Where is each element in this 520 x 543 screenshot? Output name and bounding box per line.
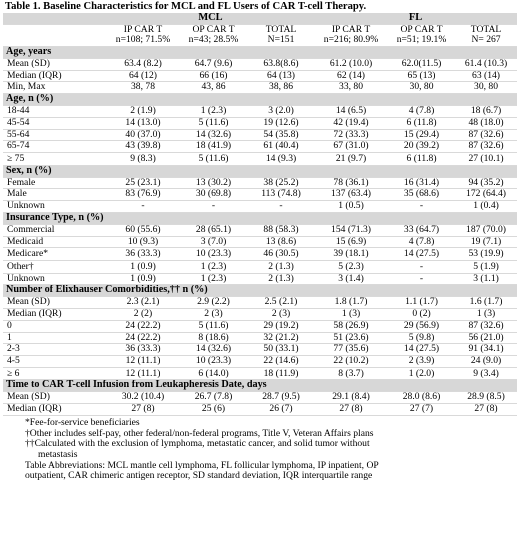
column-header-line1: OP CAR T <box>192 24 235 35</box>
table-cell: - <box>107 201 179 213</box>
table-cell: 38, 78 <box>107 82 179 94</box>
group-header-row <box>3 13 517 24</box>
table-cell: 54 (35.8) <box>248 129 314 141</box>
table-cell: 4 (7.8) <box>388 236 455 248</box>
table-cell: 87 (32.6) <box>455 320 517 332</box>
table-cell: 65 (13) <box>388 70 455 82</box>
row-label: Mean (SD) <box>3 297 107 309</box>
row-label: Female <box>3 177 107 189</box>
table-row <box>3 297 517 309</box>
row-label: Medicaid <box>3 236 107 248</box>
column-header-fl-op <box>388 24 455 46</box>
table-cell: 35 (68.6) <box>388 189 455 201</box>
group-header-blank <box>3 13 107 24</box>
table-row <box>3 189 517 201</box>
row-label: Other† <box>3 260 107 273</box>
row-label: 55-64 <box>3 129 107 141</box>
table-row <box>3 308 517 320</box>
table-cell: 56 (21.0) <box>455 332 517 344</box>
table-cell: 1 (2.0) <box>388 367 455 380</box>
table-row <box>3 404 517 416</box>
table-cell: 5 (11.6) <box>179 320 248 332</box>
table-cell: 14 (13.0) <box>107 117 179 129</box>
table-cell: 2.3 (2.1) <box>107 297 179 309</box>
row-label: Median (IQR) <box>3 404 107 416</box>
table-cell: 91 (34.1) <box>455 344 517 356</box>
table-cell: 2 (1.9) <box>107 105 179 117</box>
table-cell: 51 (23.6) <box>314 332 388 344</box>
table-cell: 88 (58.3) <box>248 224 314 236</box>
table-cell: 33 (64.7) <box>388 224 455 236</box>
table-row <box>3 82 517 94</box>
table-cell: 19 (12.6) <box>248 117 314 129</box>
footnote-line: ††Calculated with the exclusion of lymphoma, metastatic cancer, and solid tumor without <box>25 438 370 450</box>
table-cell: 25 (23.1) <box>107 177 179 189</box>
table-cell: 22 (14.6) <box>248 356 314 368</box>
table-cell: 13 (8.6) <box>248 236 314 248</box>
section-title: Number of Elixhauser Comorbidities,†† n (%) <box>3 285 517 297</box>
table-row <box>3 141 517 153</box>
baseline-characteristics-table <box>3 13 517 416</box>
table-cell: 27 (8) <box>314 404 388 416</box>
table-cell: 14 (32.6) <box>179 344 248 356</box>
table-cell: 64 (13) <box>248 70 314 82</box>
table-cell: 78 (36.1) <box>314 177 388 189</box>
table-cell: 28.7 (9.5) <box>248 392 314 404</box>
table-cell: 14 (32.6) <box>179 129 248 141</box>
section-title: Time to CAR T-cell Infusion from Leukapheresis Date, days <box>3 380 517 392</box>
row-label: 4-5 <box>3 356 107 368</box>
table-cell: 27 (8) <box>455 404 517 416</box>
table-cell: 8 (18.6) <box>179 332 248 344</box>
section-header-row <box>3 94 517 106</box>
row-label: Mean (SD) <box>3 58 107 70</box>
column-header-line2: n=51; 19.1% <box>396 34 447 46</box>
section-header-row <box>3 380 517 392</box>
row-label: 2-3 <box>3 344 107 356</box>
table-cell: 36 (33.3) <box>107 344 179 356</box>
row-label: ≥ 75 <box>3 153 107 166</box>
table-cell: 36 (33.3) <box>107 248 179 261</box>
table-cell: 3 (1.4) <box>314 273 388 285</box>
table-row <box>3 70 517 82</box>
table-cell: 6 (11.8) <box>388 153 455 166</box>
table-cell: 28.9 (8.5) <box>455 392 517 404</box>
table-cell: 5 (11.6) <box>179 153 248 166</box>
table-row <box>3 367 517 380</box>
table-cell: 3 (2.0) <box>248 105 314 117</box>
table-cell: 2.5 (2.1) <box>248 297 314 309</box>
table-cell: 24 (9.0) <box>455 356 517 368</box>
table-cell: - <box>179 201 248 213</box>
group-header-mcl: MCL <box>107 13 314 24</box>
table-cell: 26.7 (7.8) <box>179 392 248 404</box>
row-label: 18-44 <box>3 105 107 117</box>
column-header-line2: n=43; 28.5% <box>188 34 239 46</box>
table-footnotes <box>3 416 517 482</box>
table-cell: 18 (11.9) <box>248 367 314 380</box>
table-cell: 19 (7.1) <box>455 236 517 248</box>
table-cell: 63.8(8.6) <box>248 58 314 70</box>
table-cell: 14 (9.3) <box>248 153 314 166</box>
table-cell: 1.6 (1.7) <box>455 297 517 309</box>
table-cell: 187 (70.0) <box>455 224 517 236</box>
table-cell: 1.1 (1.7) <box>388 297 455 309</box>
table-cell: 2 (1.3) <box>248 273 314 285</box>
table-cell: - <box>388 260 455 273</box>
table-cell: 5 (1.9) <box>455 260 517 273</box>
table-cell: 61 (40.4) <box>248 141 314 153</box>
row-label: Min, Max <box>3 82 107 94</box>
table-cell: 10 (23.3) <box>179 248 248 261</box>
table-cell: 28 (65.1) <box>179 224 248 236</box>
table-cell: 29 (56.9) <box>388 320 455 332</box>
table-cell: - <box>248 201 314 213</box>
table-cell: 1 (3) <box>455 308 517 320</box>
table-row <box>3 273 517 285</box>
table-cell: 2 (2) <box>107 308 179 320</box>
table-cell: 38 (25.2) <box>248 177 314 189</box>
table-cell: 10 (23.3) <box>179 356 248 368</box>
table-cell: 66 (16) <box>179 70 248 82</box>
column-header-mcl-total <box>248 24 314 46</box>
table-cell: 12 (11.1) <box>107 367 179 380</box>
table-cell: 15 (6.9) <box>314 236 388 248</box>
column-header-mcl-ip <box>107 24 179 46</box>
table-cell: 63 (14) <box>455 70 517 82</box>
table-cell: 77 (35.6) <box>314 344 388 356</box>
table-row <box>3 129 517 141</box>
footnote-line: outpatient, CAR chimeric antigen receptor, SD standard deviation, IQR interquartile range <box>25 470 373 482</box>
table-cell: - <box>388 273 455 285</box>
table-row <box>3 105 517 117</box>
table-cell: 21 (9.7) <box>314 153 388 166</box>
column-header-line1: TOTAL <box>470 24 502 35</box>
table-cell: 14 (27.5) <box>388 344 455 356</box>
table-cell: 1 (3) <box>314 308 388 320</box>
table-row <box>3 392 517 404</box>
table-cell: 28.0 (8.6) <box>388 392 455 404</box>
table-cell: 18 (41.9) <box>179 141 248 153</box>
section-header-row <box>3 165 517 177</box>
column-header-line2: n=108; 71.5% <box>115 34 171 46</box>
table-cell: 137 (63.4) <box>314 189 388 201</box>
column-header-mcl-op <box>179 24 248 46</box>
section-header-row <box>3 212 517 224</box>
table-cell: 46 (30.5) <box>248 248 314 261</box>
table-cell: 2.9 (2.2) <box>179 297 248 309</box>
table-cell: 62 (14) <box>314 70 388 82</box>
table-cell: 29 (19.2) <box>248 320 314 332</box>
column-header-line2: N=151 <box>267 34 295 46</box>
table-row <box>3 201 517 213</box>
row-label: Commercial <box>3 224 107 236</box>
table-cell: 9 (3.4) <box>455 367 517 380</box>
table-cell: 154 (71.3) <box>314 224 388 236</box>
table-cell: 5 (2.3) <box>314 260 388 273</box>
table-cell: 3 (7.0) <box>179 236 248 248</box>
table-cell: 172 (64.4) <box>455 189 517 201</box>
table-cell: 5 (11.6) <box>179 117 248 129</box>
column-header-blank <box>3 24 107 46</box>
table-cell: 40 (37.0) <box>107 129 179 141</box>
table-cell: 87 (32.6) <box>455 129 517 141</box>
column-header-line1: IP CAR T <box>123 24 163 35</box>
table-cell: 4 (7.8) <box>388 105 455 117</box>
table-cell: 1 (0.9) <box>107 260 179 273</box>
table-cell: 5 (9.8) <box>388 332 455 344</box>
table-cell: 58 (26.9) <box>314 320 388 332</box>
table-row <box>3 58 517 70</box>
row-label: Male <box>3 189 107 201</box>
table-cell: 0 (2) <box>388 308 455 320</box>
section-title: Insurance Type, n (%) <box>3 212 517 224</box>
footnote-line: †Other includes self-pay, other federal/non-federal programs, Title V, Veteran Affairs plans <box>25 427 374 439</box>
table-cell: 30, 80 <box>388 82 455 94</box>
table-caption: Table 1. Baseline Characteristics for MCL and FL Users of CAR T-cell Therapy. <box>5 1 367 12</box>
table-cell: 64.7 (9.6) <box>179 58 248 70</box>
table-cell: 61.2 (10.0) <box>314 58 388 70</box>
row-label: 1 <box>3 332 107 344</box>
table-cell: 62.0(11.5) <box>388 58 455 70</box>
table-cell: 14 (27.5) <box>388 248 455 261</box>
table-cell: 15 (29.4) <box>388 129 455 141</box>
table-cell: 30, 80 <box>455 82 517 94</box>
row-label: Median (IQR) <box>3 308 107 320</box>
row-label: 0 <box>3 320 107 332</box>
table-cell: 30.2 (10.4) <box>107 392 179 404</box>
table-body <box>3 13 517 415</box>
section-title: Age, years <box>3 46 517 58</box>
table-cell: 43, 86 <box>179 82 248 94</box>
table-cell: 83 (76.9) <box>107 189 179 201</box>
table-cell: 29.1 (8.4) <box>314 392 388 404</box>
column-header-fl-total <box>455 24 517 46</box>
footnote-line: metastasis <box>38 448 78 460</box>
table-cell: 22 (10.2) <box>314 356 388 368</box>
table-cell: 113 (74.8) <box>248 189 314 201</box>
row-label: 65-74 <box>3 141 107 153</box>
section-title: Sex, n (%) <box>3 165 517 177</box>
table-row <box>3 320 517 332</box>
table-cell: 25 (6) <box>179 404 248 416</box>
table-cell: 6 (11.8) <box>388 117 455 129</box>
table-cell: 39 (18.1) <box>314 248 388 261</box>
table-cell: 2 (1.3) <box>248 260 314 273</box>
table-cell: 18 (6.7) <box>455 105 517 117</box>
column-header-line1: TOTAL <box>265 24 297 35</box>
table-cell: 27 (7) <box>388 404 455 416</box>
table-cell: 9 (8.3) <box>107 153 179 166</box>
table-row <box>3 332 517 344</box>
table-cell: 13 (30.2) <box>179 177 248 189</box>
table-row <box>3 344 517 356</box>
table-cell: 1 (2.3) <box>179 105 248 117</box>
group-header-fl: FL <box>314 13 517 24</box>
table-cell: 30 (69.8) <box>179 189 248 201</box>
table-cell: 33, 80 <box>314 82 388 94</box>
table-cell: 53 (19.9) <box>455 248 517 261</box>
table-row <box>3 224 517 236</box>
table-cell: 72 (33.3) <box>314 129 388 141</box>
table-cell: 8 (3.7) <box>314 367 388 380</box>
table-cell: 2 (3) <box>248 308 314 320</box>
row-label: Median (IQR) <box>3 70 107 82</box>
table-cell: 27 (10.1) <box>455 153 517 166</box>
table-row <box>3 153 517 166</box>
table-cell: 6 (14.0) <box>179 367 248 380</box>
row-label: ≥ 6 <box>3 367 107 380</box>
table-cell: 2 (3.9) <box>388 356 455 368</box>
column-header-line2: n=216; 80.9% <box>323 34 379 46</box>
table-cell: 16 (31.4) <box>388 177 455 189</box>
table-row <box>3 236 517 248</box>
table-cell: 60 (55.6) <box>107 224 179 236</box>
table-cell: 12 (11.1) <box>107 356 179 368</box>
table-cell: 1 (2.3) <box>179 273 248 285</box>
row-label: 45-54 <box>3 117 107 129</box>
table-cell: 1 (0.9) <box>107 273 179 285</box>
table-cell: 63.4 (8.2) <box>107 58 179 70</box>
table-row <box>3 260 517 273</box>
column-header-fl-ip <box>314 24 388 46</box>
table-cell: 61.4 (10.3) <box>455 58 517 70</box>
row-label: Medicare* <box>3 248 107 261</box>
footnote-line: *Fee-for-service beneficiaries <box>25 416 140 428</box>
table-row <box>3 177 517 189</box>
table-cell: 48 (18.0) <box>455 117 517 129</box>
table-cell: 1 (2.3) <box>179 260 248 273</box>
table-cell: 50 (33.1) <box>248 344 314 356</box>
row-label: Unknown <box>3 201 107 213</box>
table-cell: 2 (3) <box>179 308 248 320</box>
table-cell: 10 (9.3) <box>107 236 179 248</box>
row-label: Unknown <box>3 273 107 285</box>
footnote-line: Table Abbreviations: MCL mantle cell lymphoma, FL follicular lymphoma, IP inpatient, OP <box>25 459 379 471</box>
table-cell: 3 (1.1) <box>455 273 517 285</box>
table-cell: - <box>388 201 455 213</box>
table-cell: 26 (7) <box>248 404 314 416</box>
section-header-row <box>3 285 517 297</box>
table-cell: 38, 86 <box>248 82 314 94</box>
table-cell: 67 (31.0) <box>314 141 388 153</box>
table-cell: 43 (39.8) <box>107 141 179 153</box>
table-cell: 94 (35.2) <box>455 177 517 189</box>
section-title: Age, n (%) <box>3 94 517 106</box>
table-cell: 1 (0.4) <box>455 201 517 213</box>
table-cell: 87 (32.6) <box>455 141 517 153</box>
table-row <box>3 117 517 129</box>
table-cell: 27 (8) <box>107 404 179 416</box>
column-header-line2: N= 267 <box>471 34 501 46</box>
table-cell: 1 (0.5) <box>314 201 388 213</box>
table-cell: 64 (12) <box>107 70 179 82</box>
table-cell: 1.8 (1.7) <box>314 297 388 309</box>
table-row <box>3 356 517 368</box>
table-cell: 24 (22.2) <box>107 332 179 344</box>
table-cell: 42 (19.4) <box>314 117 388 129</box>
column-header-line1: IP CAR T <box>331 24 371 35</box>
table-cell: 24 (22.2) <box>107 320 179 332</box>
table-cell: 20 (39.2) <box>388 141 455 153</box>
column-header-row <box>3 24 517 46</box>
column-header-line1: OP CAR T <box>400 24 443 35</box>
row-label: Mean (SD) <box>3 392 107 404</box>
table-cell: 14 (6.5) <box>314 105 388 117</box>
table-cell: 32 (21.2) <box>248 332 314 344</box>
section-header-row <box>3 46 517 58</box>
table-row <box>3 248 517 261</box>
